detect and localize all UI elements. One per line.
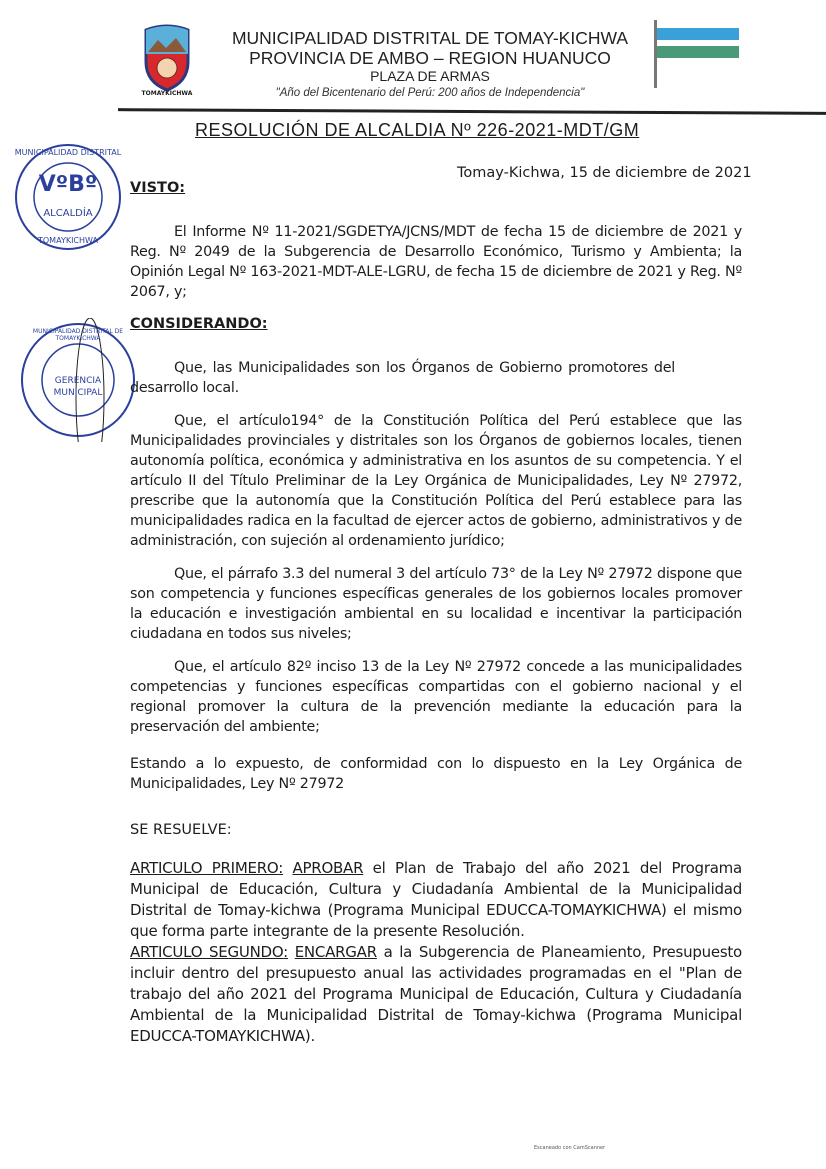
considerando-heading: CONSIDERANDO:: [130, 316, 268, 332]
header-divider: [118, 108, 826, 115]
considerando-paragraph: Que, el párrafo 3.3 del numeral 3 del artículo 73° de la Ley Nº 27972 dispone que son competencia y funciones específicas generales de los gobiernos locales promover la educación e investigación ambiental en su localidad e incentivar la participación ciudadana en todos sus niveles;: [130, 566, 742, 642]
resuelve-heading: SE RESUELVE:: [130, 822, 232, 838]
resolution-title: RESOLUCIÓN DE ALCALDIA Nº 226-2021-MDT/GM: [195, 120, 640, 140]
logo-bottom-text: TOMAYKICHWA: [141, 90, 193, 97]
flag-icon: [652, 20, 742, 90]
considerando-paragraph: Que, el artículo 82º inciso 13 de la Ley Nº 27972 concede a las municipalidades competencias y funciones específicas compartidas con el gobierno nacional y el regional promover la cultura de la prevención mediante la educación para la preservación del ambiente;: [130, 659, 742, 735]
stamp-ring-top: MUNICIPALIDAD DISTRITAL: [14, 148, 122, 157]
stamp-alcaldia-label: ALCALDÍA: [43, 208, 93, 219]
stamp-ring-bottom: TOMAYKICHWA: [38, 236, 98, 245]
visto-heading: VISTO:: [130, 180, 186, 196]
stamp-gerencia-ring: MUNICIPALIDAD DISTRITAL DE TOMAYKICHWA: [32, 328, 124, 342]
header-address: PLAZA DE ARMAS: [370, 68, 490, 84]
article-primero: ARTICULO PRIMERO: APROBAR el Plan de Trabajo del año 2021 del Programa Municipal de Educación, Cultura y Ciudadanía Ambiental de la Municipalidad Distrital de Tomay-kichwa (Programa Municipal EDUCCA-TOMAYKICHWA) el mismo que forma parte integrante de la presente Resolución.: [130, 859, 742, 940]
header-province: PROVINCIA DE AMBO – REGION HUANUCO: [249, 48, 611, 68]
article-segundo: ARTICULO SEGUNDO: ENCARGAR a la Subgerencia de Planeamiento, Presupuesto incluir dentro del presupuesto anual las actividades programadas en el "Plan de trabajo del año 2021 del Programa Municipal de Educación, Cultura y Ciudadanía Ambiental de la Municipalidad Distrital de Tomay-kichwa (Programa Municipal EDUCCA-TOMAYKICHWA).: [130, 943, 742, 1045]
article-primero-label: ARTICULO PRIMERO: [130, 859, 279, 877]
stamp-vb: VºBº: [38, 172, 98, 197]
article-primero-verb: APROBAR: [292, 859, 364, 877]
article-segundo-label: ARTICULO SEGUNDO: [130, 943, 284, 961]
article-primero-text: el Plan de Trabajo del año 2021 del Programa Municipal de Educación, Cultura y Ciudadanía Ambiental de la Municipalidad Distrital de Tomay-kichwa (Programa Municipal EDUCCA-TOMAYKICHWA) el mismo que forma parte integrante de la presente Resolución.: [130, 859, 742, 940]
header-municipality: MUNICIPALIDAD DISTRITAL DE TOMAY-KICHWA: [231, 28, 629, 48]
considerando-paragraph: Estando a lo expuesto, de conformidad con lo dispuesto en la Ley Orgánica de Municipalidades, Ley Nº 27972: [130, 756, 742, 792]
scanner-footer: Escaneado con CamScanner: [534, 1145, 606, 1151]
considerando-paragraph: Que, las Municipalidades son los Órganos de Gobierno promotores del desarrollo local.: [130, 360, 675, 396]
article-segundo-verb: ENCARGAR: [294, 943, 377, 961]
visto-text: El Informe Nº 11-2021/SGDETYA/JCNS/MDT de fecha 15 de diciembre de 2021 y Reg. Nº 2049 de la Subgerencia de Desarrollo Económico, Turismo y Ambienta; la Opinión Legal Nº 163-2021-MDT-ALE-LGRU, de fecha 15 de diciembre de 2021 y Reg. Nº 2067, y;: [130, 224, 742, 300]
stamp-gerencia-line1: GERENCIA: [54, 376, 102, 386]
alcaldia-stamp: [12, 142, 124, 252]
stamp-gerencia-line2: MUNICIPAL: [53, 388, 103, 398]
resolution-date: Tomay-Kichwa, 15 de diciembre de 2021: [457, 165, 752, 181]
considerando-paragraph: Que, el artículo194° de la Constitución Política del Perú establece que las Municipalidades provinciales y distritales son los Órganos de gobiernos locales, tienen autonomía política, económica y administrativa en los asuntos de su competencia. Y el artículo II del Título Preliminar de la Ley Orgánica de Municipalidades, Ley Nº 27972, prescribe que la autonomía que la Constitución Política del Perú establece para las municipalidades radica en la facultad de ejercer actos de gobierno, administrativos y de administración, con sujeción al ordenamiento jurídico;: [130, 413, 742, 549]
gerencia-stamp: [16, 318, 140, 442]
municipal-logo: [124, 12, 210, 98]
article-segundo-text: a la Subgerencia de Planeamiento, Presupuesto incluir dentro del presupuesto anual las actividades programadas en el "Plan de trabajo del año 2021 del Programa Municipal de Educación, Cultura y Ciudadanía Ambiental de la Municipalidad Distrital de Tomay-kichwa (Programa Municipal EDUCCA-TOMAYKICHWA).: [130, 943, 742, 1045]
header-motto: "Año del Bicentenario del Perú: 200 años de Independencia": [275, 87, 585, 99]
